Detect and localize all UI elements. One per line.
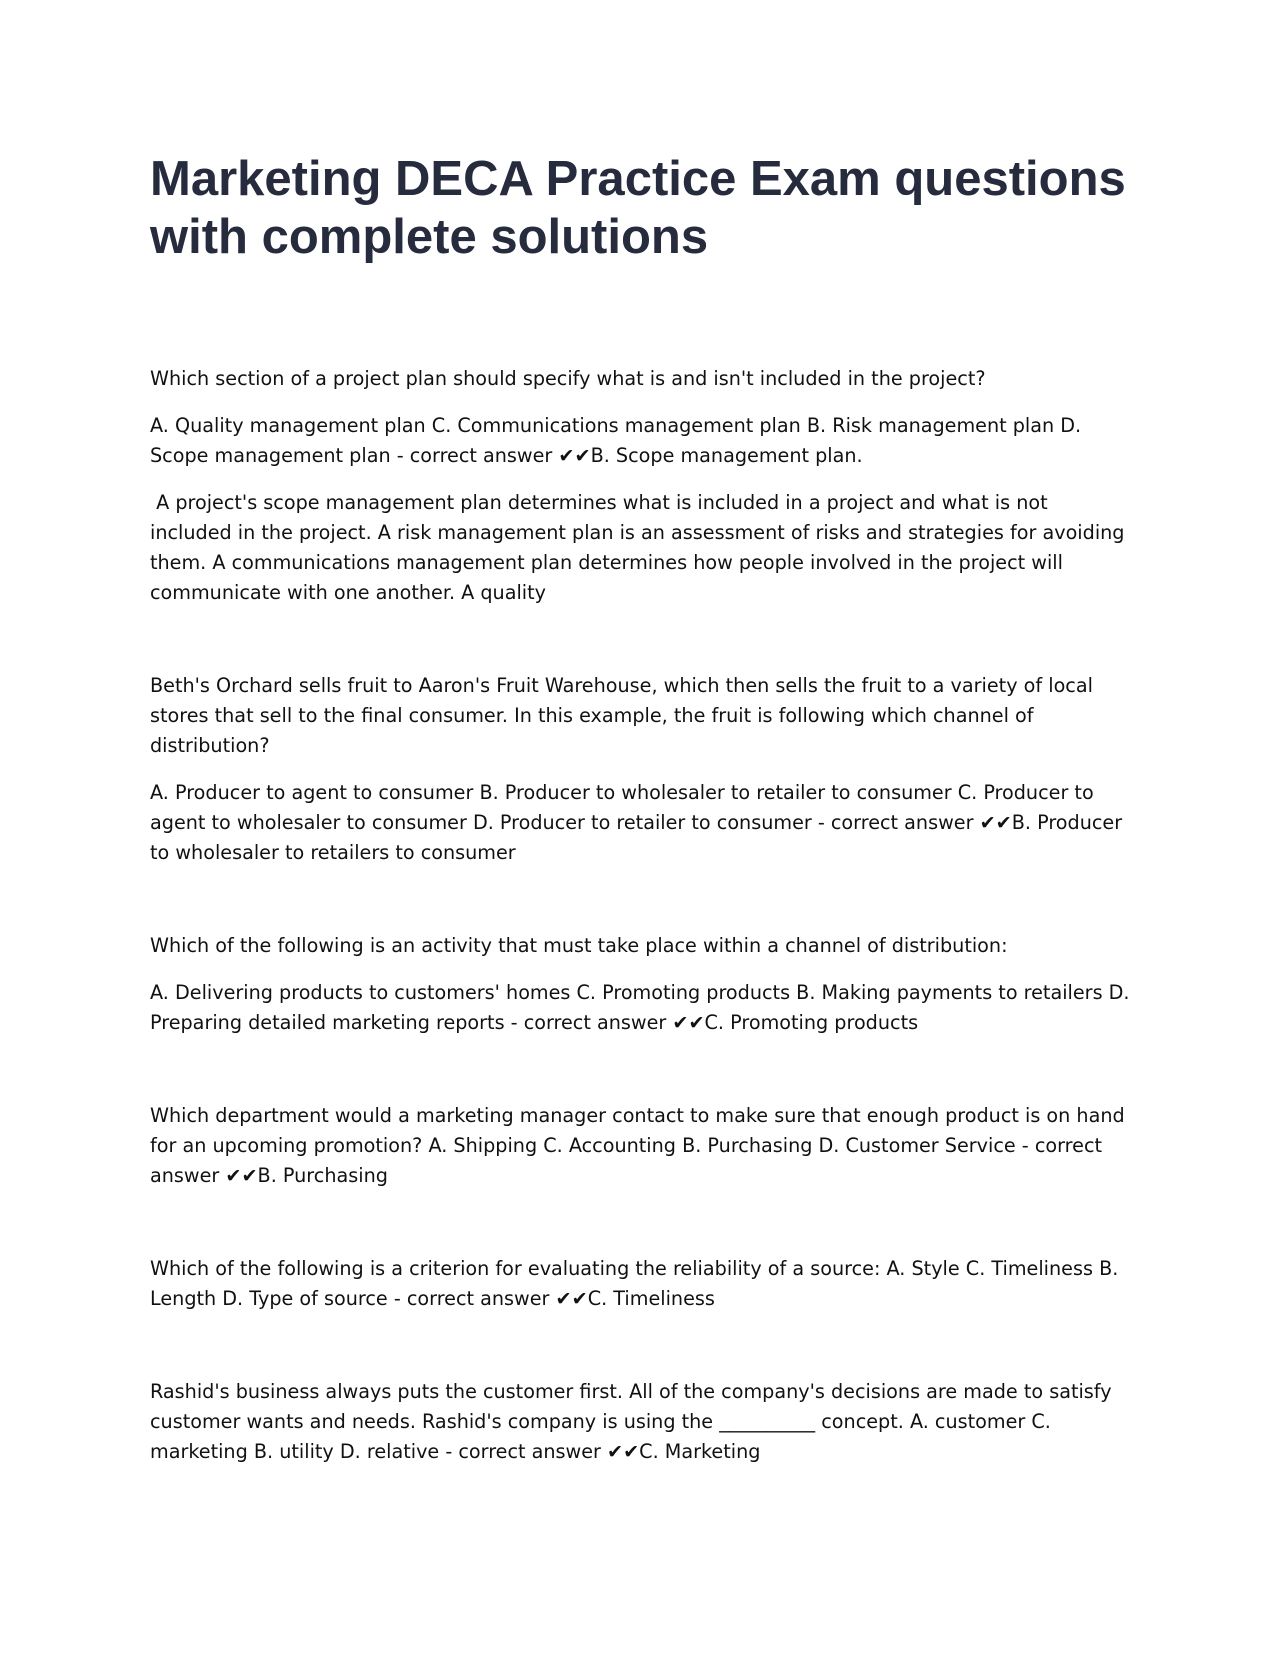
question-text: Which of the following is an activity that must take place within a channel of distribution:: [150, 934, 1008, 957]
answer-text: A. Quality management plan C. Communications management plan B. Risk management plan D. Scope management plan - correct answer ✔✔B. Scope management plan.: [150, 414, 1088, 467]
spacer: [150, 1314, 1130, 1377]
qa-block: [150, 1254, 1130, 1314]
explanation-text: A project's scope management plan determines what is included in a project and what is not included in the project. A risk management plan is an assessment of risks and strategies for avoiding them. A communications management plan determines how people involved in the project will communicate with one another. A quality: [150, 491, 1131, 604]
spacer: [150, 961, 1130, 978]
question-answer-text: Rashid's business always puts the customer first. All of the company's decisions are made to satisfy customer wants and needs. Rashid's company is using the __________ concept. A. customer C. marketing B. utility D. relative - correct answer ✔✔C. Marketing: [150, 1380, 1118, 1463]
spacer: [150, 761, 1130, 778]
spacer: [150, 608, 1130, 671]
spacer: [150, 1191, 1130, 1254]
qa-block: [150, 671, 1130, 868]
document-title: Marketing DECA Practice Exam questions with complete solutions: [150, 152, 1126, 264]
spacer: [150, 471, 1130, 488]
qa-block: [150, 364, 1130, 608]
answer-text: A. Producer to agent to consumer B. Producer to wholesaler to retailer to consumer C. Producer to agent to wholesaler to consumer D. Producer to retailer to consumer - correct answer ✔✔B. Producer to wholesaler to retailers to consumer: [150, 781, 1129, 864]
question-answer-text: Which department would a marketing manager contact to make sure that enough product is on hand for an upcoming promotion? A. Shipping C. Accounting B. Purchasing D. Customer Service - correct answer ✔✔B. Purchasing: [150, 1104, 1131, 1187]
question-text: Which section of a project plan should specify what is and isn't included in the project?: [150, 367, 986, 390]
spacer: [150, 1038, 1130, 1101]
spacer: [150, 868, 1130, 931]
question-text: Beth's Orchard sells fruit to Aaron's Fruit Warehouse, which then sells the fruit to a variety of local stores that sell to the final consumer. In this example, the fruit is following which channel of distribution?: [150, 674, 1100, 757]
question-answer-text: Which of the following is a criterion for evaluating the reliability of a source: A. Style C. Timeliness B. Length D. Type of source - correct answer ✔✔C. Timeliness: [150, 1257, 1125, 1310]
document-content: [150, 150, 1136, 1467]
qa-block: [150, 1377, 1130, 1467]
spacer: [150, 394, 1130, 411]
qa-block: [150, 1101, 1130, 1191]
answer-text: A. Delivering products to customers' homes C. Promoting products B. Making payments to retailers D. Preparing detailed marketing reports - correct answer ✔✔C. Promoting products: [150, 981, 1136, 1034]
spacer: [150, 266, 1130, 364]
qa-block: [150, 931, 1136, 1038]
